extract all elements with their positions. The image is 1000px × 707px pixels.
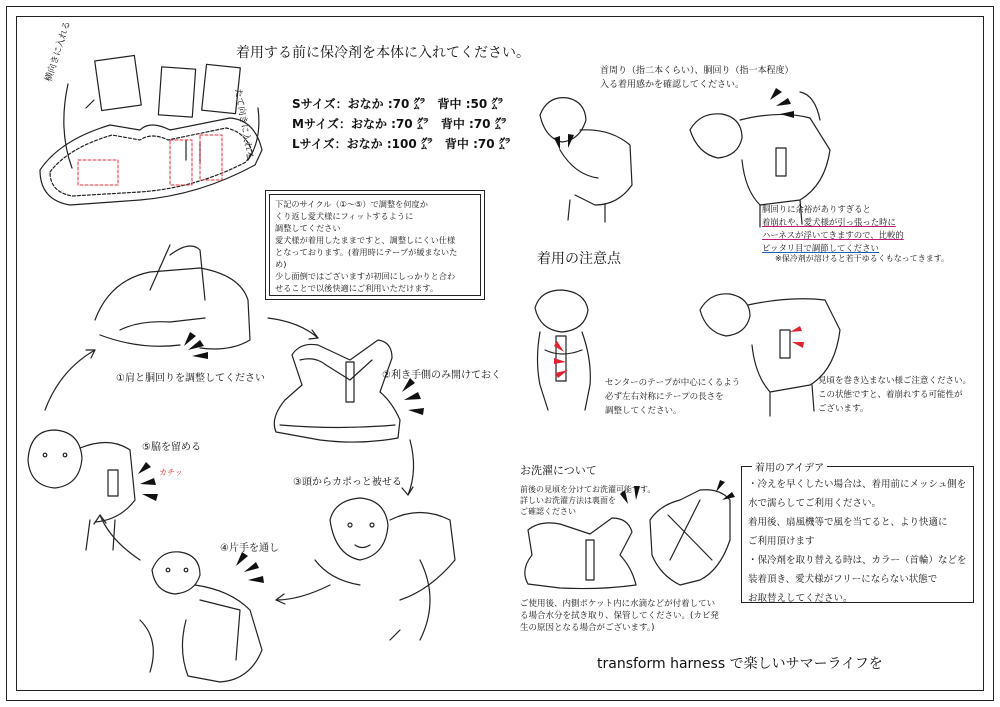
wash-line: 前後の見頃を分けてお洗濯可能です。: [520, 485, 656, 494]
cycle-instructions-text: [269, 194, 481, 296]
step-5-label: ⑤脇を留める: [142, 442, 201, 453]
cycle-line: 愛犬様が着用したままですと、調整しにくい仕様: [275, 235, 456, 245]
cycle-line: となっております。(着用時にテープが緩まないた: [275, 247, 458, 257]
size-row-s: Sサイズ：おなか :70 ㌘ 背中 :50 ㌘: [292, 97, 504, 111]
step-3-label: ③頭からカポっと被せる: [293, 477, 402, 488]
wash-heading: お洗濯について: [520, 464, 597, 477]
wash-footnote: [520, 598, 719, 634]
idea-line: ご利用頂けます: [748, 536, 815, 547]
caution-line: 調整してください。: [605, 406, 682, 416]
wash-foot-line: ご使用後、内側ポケット内に水滴などが付着してい: [520, 599, 716, 609]
caution-line: センターのテープが中心にくるよう: [605, 378, 741, 388]
idea-line: ・冷えを早くしたい場合は、着用前にメッシュ側を: [748, 479, 967, 490]
fit-note-line: 胴回りに余裕がありすぎると: [762, 204, 871, 214]
idea-line: 装着頂き、愛犬様がフリーにならない状態で: [748, 574, 938, 585]
step1-illustration: [95, 245, 250, 349]
wash-foot-line: 生の原因となる場合がございます。): [520, 623, 655, 633]
wash-body: [520, 484, 655, 517]
wash-line: ご確認ください: [520, 507, 576, 516]
cycle-line: 下記のサイクル（①〜⑤）で調整を何度か: [275, 199, 428, 209]
step-4-label: ④片手を通し: [220, 543, 279, 554]
size-row-l: Lサイズ：おなか :100 ㌘ 背中 :70 ㌘: [292, 137, 511, 151]
step-1-label: ①肩と胴回りを調整してください: [116, 373, 265, 384]
step5-illustration: [28, 430, 135, 550]
wash-foot-line: る場合水分を拭き取り、保管してください。(カビ発: [520, 611, 719, 621]
idea-line: 着用後、扇風機等で風を当てると、より快適に: [748, 517, 948, 528]
fit-note: [762, 203, 904, 255]
click-sound-label: カチッ: [159, 468, 183, 477]
idea-line: 水で濡らしてご利用ください。: [748, 498, 882, 509]
cycle-line: 少し面倒ではございますが初回にしっかりと合わ: [275, 271, 456, 281]
caution-right-text: [818, 374, 971, 416]
fit-note-line: 着崩れや、愛犬様が引っ張った時に: [762, 217, 896, 227]
fit-line: 首周り（指二本くらい）、胴回り（指一本程度）: [600, 66, 794, 76]
step2-illustration: [274, 340, 400, 442]
idea-title: 着用のアイデア: [752, 459, 827, 474]
cycle-arrows: [45, 318, 414, 604]
fit-note-line: ハーネスが浮いてきますので、比較的: [762, 230, 904, 240]
harness-flat-illustration: [40, 55, 262, 205]
size-table: [292, 94, 511, 154]
fit-check-text: [600, 64, 794, 92]
caution-line: ございます。: [818, 404, 869, 414]
cycle-line: 調整してください: [275, 223, 341, 233]
idea-body: [748, 475, 972, 608]
idea-line: ・保冷剤を取り替える時は、カラー（首輪）などを: [748, 555, 967, 566]
wash-line: 詳しいお洗濯方法は裏面を: [520, 496, 616, 505]
caution-left-text: [605, 376, 740, 418]
fit-footnote: ※保冷剤が溶けると若干ゆるくもなってきます。: [775, 254, 950, 263]
pack-label-vertical: たて向きに入れる: [232, 88, 255, 161]
size-row-m: Mサイズ：おなか :70 ㌘ 背中 :70 ㌘: [292, 117, 507, 131]
step-2-label: ②利き手側のみ開けておく: [382, 370, 501, 381]
page-title: 着用する前に保冷剤を本体に入れてください。: [236, 45, 530, 61]
caution-line: 必ず左右対称にテープの長さを: [605, 392, 724, 402]
pack-label-sideways: 横向きに入れる: [44, 20, 73, 84]
cycle-line: せることで以後快適にご利用いただけます。: [275, 283, 439, 293]
caution-line: この状態ですと、着崩れする可能性が: [818, 390, 963, 400]
idea-line: お取替えしてください。: [748, 593, 853, 604]
cycle-line: くり返し愛犬様にフィットするように: [275, 211, 414, 221]
fit-line: 入る着用感かを確認してください。: [600, 80, 745, 90]
step4-illustration: [140, 552, 262, 682]
cycle-instructions-box: [265, 190, 485, 300]
fit-note-line: ピッタリ目で調節してください: [762, 243, 879, 253]
step3-illustration: [315, 498, 455, 640]
caution-line: 見頃を巻き込まない様ご注意ください。: [818, 376, 972, 386]
caution-heading: 着用の注意点: [537, 251, 621, 267]
footer-tagline: transform harness で楽しいサマーライフを: [597, 656, 883, 672]
cycle-line: め): [275, 259, 287, 269]
